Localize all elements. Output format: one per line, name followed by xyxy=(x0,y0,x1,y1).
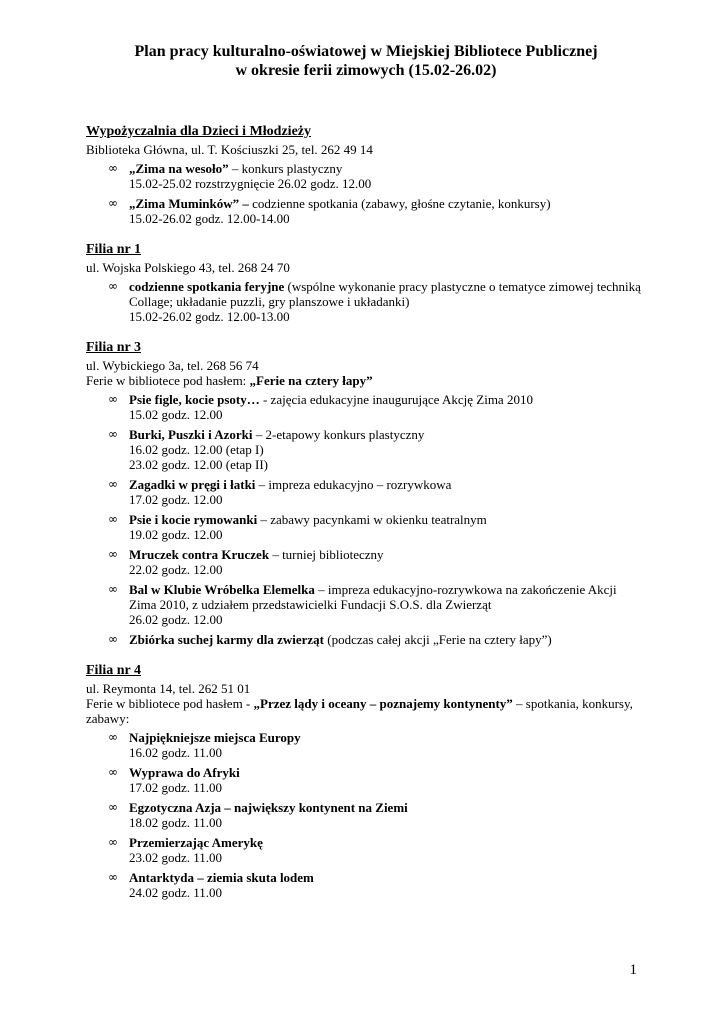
list-item xyxy=(86,392,646,422)
section-intro xyxy=(86,696,646,726)
list-item xyxy=(86,765,646,795)
event-title: Burki, Puszki i Azorki xyxy=(129,427,253,442)
event-list xyxy=(86,279,646,324)
infinity-bullet-icon: ∞ xyxy=(108,730,118,744)
section-filia-1 xyxy=(86,241,646,324)
event-description: – impreza edukacyjno – rozrywkowa xyxy=(255,477,452,492)
intro-text: Ferie w bibliotece pod hasłem - xyxy=(86,696,254,711)
event-title: Zbiórka suchej karmy dla zwierząt xyxy=(129,632,324,647)
list-item xyxy=(86,870,646,900)
event-title: „Zima Muminków” – xyxy=(129,196,249,211)
section-filia-3 xyxy=(86,339,646,647)
intro-text: Ferie w bibliotece pod hasłem: xyxy=(86,373,250,388)
event-title: Zagadki w pręgi i łatki xyxy=(129,477,256,492)
event-date: 15.02-26.02 godz. 12.00-14.00 xyxy=(129,211,290,226)
event-date: 16.02 godz. 11.00 xyxy=(129,745,223,760)
infinity-bullet-icon: ∞ xyxy=(108,870,118,884)
intro-slogan: „Przez lądy i oceany – poznajemy kontynenty” xyxy=(253,696,513,711)
section-address: Biblioteka Główna, ul. T. Kościuszki 25, tel. 262 49 14 xyxy=(86,142,373,157)
event-list xyxy=(86,161,646,226)
event-title: Egzotyczna Azja – największy kontynent na Ziemi xyxy=(129,800,408,815)
event-list xyxy=(86,730,646,900)
event-description: – impreza edukacyjno-rozrywkowa na zakończenie Akcji Zima 2010, z udziałem przedstawicielki Fundacji S.O.S. dla Zwierząt xyxy=(129,582,617,612)
list-item xyxy=(86,477,646,507)
list-item xyxy=(86,196,646,226)
infinity-bullet-icon: ∞ xyxy=(108,427,118,441)
event-description: – konkurs plastyczny xyxy=(228,161,343,176)
infinity-bullet-icon: ∞ xyxy=(108,161,118,175)
event-date: 17.02 godz. 11.00 xyxy=(129,780,223,795)
event-description: – zabawy pacynkami w okienku teatralnym xyxy=(257,512,487,527)
event-date: 26.02 godz. 12.00 xyxy=(129,612,223,627)
event-title: „Zima na wesoło” xyxy=(129,161,229,176)
event-list xyxy=(86,392,646,647)
section-heading: Filia nr 3 xyxy=(86,340,141,355)
intro-rest: – spotkania, konkursy, zabawy: xyxy=(86,696,633,726)
event-date: 17.02 godz. 12.00 xyxy=(129,492,223,507)
infinity-bullet-icon: ∞ xyxy=(108,835,118,849)
event-description: - zajęcia edukacyjne inaugurujące Akcję Zima 2010 xyxy=(259,392,533,407)
event-title: Wyprawa do Afryki xyxy=(129,765,240,780)
infinity-bullet-icon: ∞ xyxy=(108,582,118,596)
infinity-bullet-icon: ∞ xyxy=(108,547,118,561)
infinity-bullet-icon: ∞ xyxy=(108,800,118,814)
event-description: – turniej biblioteczny xyxy=(269,547,384,562)
title-line-1: Plan pracy kulturalno-oświatowej w Miejskiej Bibliotece Publicznej xyxy=(134,43,598,60)
event-title: Mruczek contra Kruczek xyxy=(129,547,270,562)
list-item xyxy=(86,512,646,542)
document-page xyxy=(86,42,646,915)
document-title xyxy=(86,42,646,80)
section-address: ul. Wybickiego 3a, tel. 268 56 74 xyxy=(86,358,259,373)
title-line-2: w okresie ferii zimowych (15.02-26.02) xyxy=(235,62,497,79)
section-address: ul. Reymonta 14, tel. 262 51 01 xyxy=(86,681,251,696)
event-date: 15.02 godz. 12.00 xyxy=(129,407,223,422)
event-description: (podczas całej akcji „Ferie na cztery łapy”) xyxy=(323,632,552,647)
infinity-bullet-icon: ∞ xyxy=(108,765,118,779)
page-number: 1 xyxy=(629,962,637,978)
section-address: ul. Wojska Polskiego 43, tel. 268 24 70 xyxy=(86,260,290,275)
infinity-bullet-icon: ∞ xyxy=(108,477,118,491)
event-date: 15.02-26.02 godz. 12.00-13.00 xyxy=(129,309,290,324)
list-item xyxy=(86,835,646,865)
list-item xyxy=(86,279,646,324)
event-title: Przemierzając Amerykę xyxy=(129,835,263,850)
event-date: 16.02 godz. 12.00 (etap I) xyxy=(129,442,264,457)
event-title: Najpiękniejsze miejsca Europy xyxy=(129,730,301,745)
infinity-bullet-icon: ∞ xyxy=(108,632,118,646)
event-date: 22.02 godz. 12.00 xyxy=(129,562,223,577)
event-title: Bal w Klubie Wróbelka Elemelka xyxy=(129,582,315,597)
infinity-bullet-icon: ∞ xyxy=(108,512,118,526)
event-description: – 2-etapowy konkurs plastyczny xyxy=(252,427,425,442)
event-date: 15.02-25.02 rozstrzygnięcie 26.02 godz. 12.00 xyxy=(129,176,372,191)
list-item xyxy=(86,161,646,191)
list-item xyxy=(86,800,646,830)
event-title: Antarktyda – ziemia skuta lodem xyxy=(129,870,314,885)
list-item xyxy=(86,547,646,577)
section-wypozyczalnia xyxy=(86,123,646,226)
event-date: 24.02 godz. 11.00 xyxy=(129,885,223,900)
section-heading: Filia nr 4 xyxy=(86,663,141,678)
intro-slogan: „Ferie na cztery łapy” xyxy=(249,373,373,388)
event-title: Psie i kocie rymowanki xyxy=(129,512,258,527)
infinity-bullet-icon: ∞ xyxy=(108,392,118,406)
event-title: codzienne spotkania feryjne xyxy=(129,279,285,294)
list-item xyxy=(86,427,646,472)
event-date: 18.02 godz. 11.00 xyxy=(129,815,223,830)
event-date: 23.02 godz. 12.00 (etap II) xyxy=(129,457,268,472)
event-description: codzienne spotkania (zabawy, głośne czytanie, konkursy) xyxy=(248,196,551,211)
event-description: (wspólne wykonanie pracy plastyczne o tematyce zimowej techniką Collage; układanie puzzli, gry planszowe i układanki) xyxy=(129,279,641,309)
event-date: 23.02 godz. 11.00 xyxy=(129,850,223,865)
list-item xyxy=(86,730,646,760)
section-filia-4 xyxy=(86,662,646,900)
section-intro xyxy=(86,373,646,388)
section-heading: Filia nr 1 xyxy=(86,242,141,257)
event-date: 19.02 godz. 12.00 xyxy=(129,527,223,542)
section-heading: Wypożyczalnia dla Dzieci i Młodzieży xyxy=(86,124,311,139)
list-item xyxy=(86,632,646,647)
infinity-bullet-icon: ∞ xyxy=(108,279,118,293)
infinity-bullet-icon: ∞ xyxy=(108,196,118,210)
event-title: Psie figle, kocie psoty… xyxy=(129,392,260,407)
list-item xyxy=(86,582,646,627)
